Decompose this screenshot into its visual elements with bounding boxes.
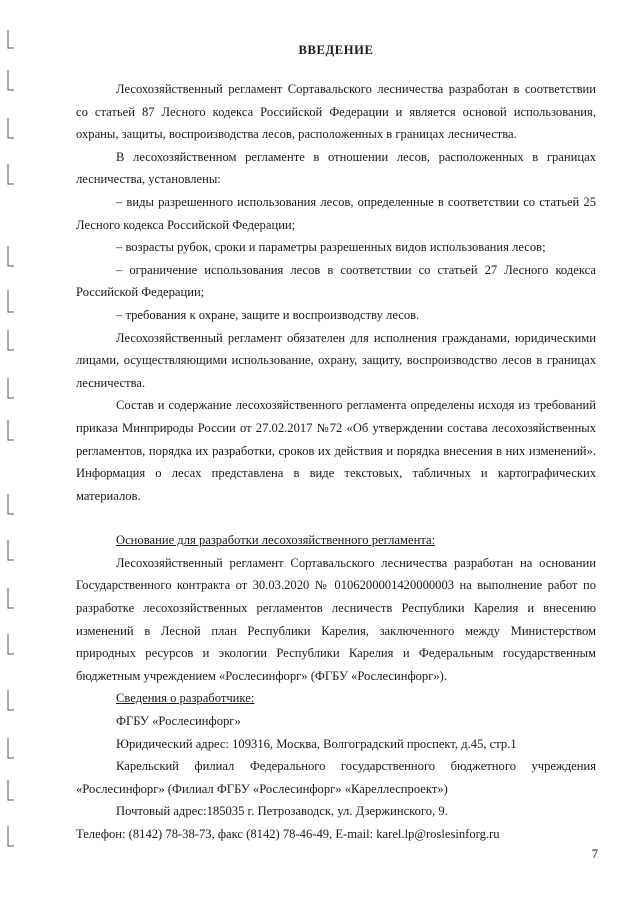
- list-item-protection: – требования к охране, защите и воспроизводству лесов.: [116, 307, 420, 322]
- postal-address: Почтовый адрес:185035 г. Петрозаводск, ул. Дзержинского, 9.: [116, 804, 448, 819]
- list-item-felling-ages: – возрасты рубок, сроки и параметры разрешенных видов использования лесов;: [116, 240, 546, 255]
- list-item-restrictions: – ограничение использования лесов в соответствии со статьей 27 Лесного кодекса Российской Федерации;: [76, 262, 596, 300]
- paragraph-intro: Лесохозяйственный регламент Сортавальского лесничества разработан в соответствии со статьей 87 Лесного кодекса Российской Федерации и является основой использования, охраны, защиты, воспроизводства лесов, расположенных в границах лесничества.: [76, 82, 596, 142]
- list-item-usage-types: – виды разрешенного использования лесов, определенные в соответствии со статьей 25 Лесного кодекса Российской Федерации;: [76, 194, 596, 232]
- document-page: [76, 40, 596, 846]
- binding-marks: [0, 0, 20, 905]
- paragraph-composition: Состав и содержание лесохозяйственного регламента определены исходя из требований приказа Минприроды России от 27.02.2017 №72 «Об утверждении состава лесохозяйственных регламентов, порядка их разработки, сроков их действия и порядка внесения в них изменений». Информация о лесах представлена в виде текстовых, табличных и картографических материалов.: [76, 398, 596, 503]
- developer-name: ФГБУ «Рослесинфорг»: [116, 714, 241, 729]
- contact-phone: Телефон: (8142) 78-38-73, факс (8142) 78-46-49, E-mail: karel.lp@roslesinforg.ru: [76, 827, 500, 841]
- branch-info: Карельский филиал Федерального государственного бюджетного учреждения «Рослесинфорг» (Филиал ФГБУ «Рослесинфорг» «Кареллеспроект»): [76, 759, 596, 796]
- basis-text: Лесохозяйственный регламент Сортавальского лесничества разработан на основании Государственного контракта от 30.03.2020 № 0106200001420000003 на выполнение работ по разработке лесохозяйственных регламентов лесничеств Республики Карелия и внесению изменений в Лесной план Республики Карелия, заключенного между Министерством природных ресурсов и экологии Республики Карелия и Федеральным государственным бюджетным учреждением «Рослесинфорг» (ФГБУ «Рослесинфорг»).: [76, 555, 596, 683]
- paragraph-obligatory: Лесохозяйственный регламент обязателен для исполнения гражданами, юридическими лицами, осуществляющими использование, охрану, защиту, воспроизводство лесов в границах лесничества.: [76, 330, 596, 390]
- page-title: ВВЕДЕНИЕ: [298, 43, 374, 57]
- basis-heading: Основание для разработки лесохозяйственного регламента:: [116, 533, 436, 548]
- developer-heading: Сведения о разработчике:: [116, 691, 255, 706]
- paragraph-established: В лесохозяйственном регламенте в отношении лесов, расположенных в границах лесничества, установлены:: [76, 149, 596, 187]
- page-number: 7: [591, 847, 598, 861]
- legal-address: Юридический адрес: 109316, Москва, Волгоградский проспект, д.45, стр.1: [116, 736, 517, 751]
